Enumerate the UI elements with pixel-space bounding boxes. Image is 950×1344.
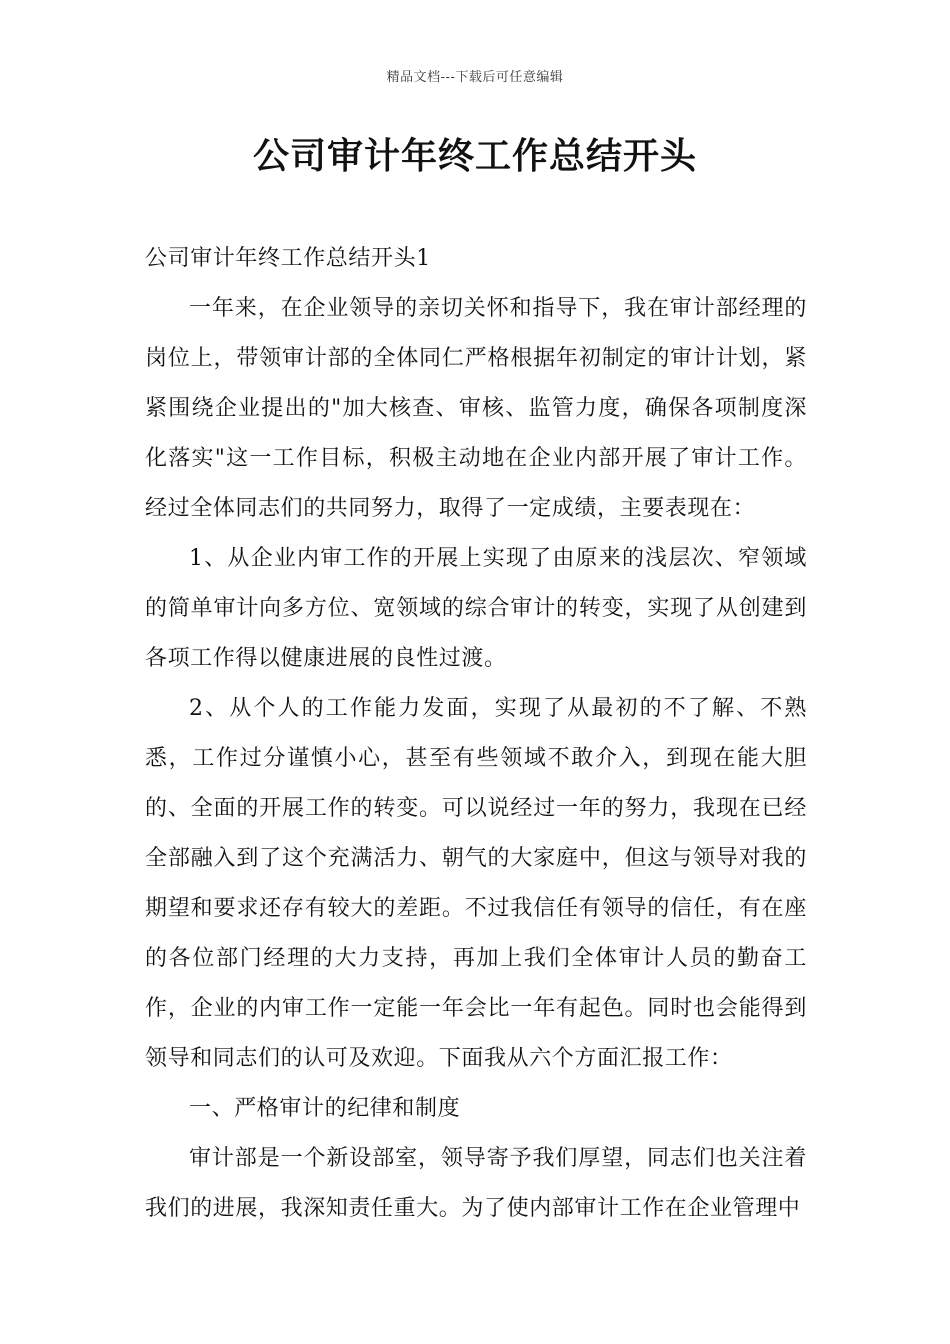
paragraph: 一年来，在企业领导的亲切关怀和指导下，我在审计部经理的岗位上，带领审计部的全体同仁严格根据年初制定的审计计划，紧紧围绕企业提出的"加大核查、审核、监管力度，确保各项制度深化落实"这一工作目标，积极主动地在企业内部开展了审计工作。经过全体同志们的共同努力，取得了一定成绩，主要表现在：	[145, 296, 807, 521]
paragraph: 审计部是一个新设部室，领导寄予我们厚望，同志们也关注着我们的进展，我深知责任重大。为了使内部审计工作在企业管理中	[145, 1146, 807, 1221]
subsection-heading: 一、严格审计的纪律和制度	[189, 1096, 461, 1121]
paragraph: 1、从企业内审工作的开展上实现了由原来的浅层次、窄领域的简单审计向多方位、宽领域的综合审计的转变，实现了从创建到各项工作得以健康进展的良性过渡。	[145, 546, 807, 671]
document-body	[145, 234, 807, 1234]
paragraph: 2、从个人的工作能力发面，实现了从最初的不了解、不熟悉，工作过分谨慎小心，甚至有些领域不敢介入，到现在能大胆的、全面的开展工作的转变。可以说经过一年的努力，我现在已经全部融入到了这个充满活力、朝气的大家庭中，但这与领导对我的期望和要求还存有较大的差距。不过我信任有领导的信任，有在座的各位部门经理的大力支持，再加上我们全体审计人员的勤奋工作，企业的内审工作一定能一年会比一年有起色。同时也会能得到领导和同志们的认可及欢迎。下面我从六个方面汇报工作：	[145, 696, 807, 1071]
document-title: 公司审计年终工作总结开头	[252, 136, 697, 177]
section-heading: 公司审计年终工作总结开头1	[145, 246, 431, 271]
header-note: 精品文档---下载后可任意编辑	[386, 70, 564, 85]
